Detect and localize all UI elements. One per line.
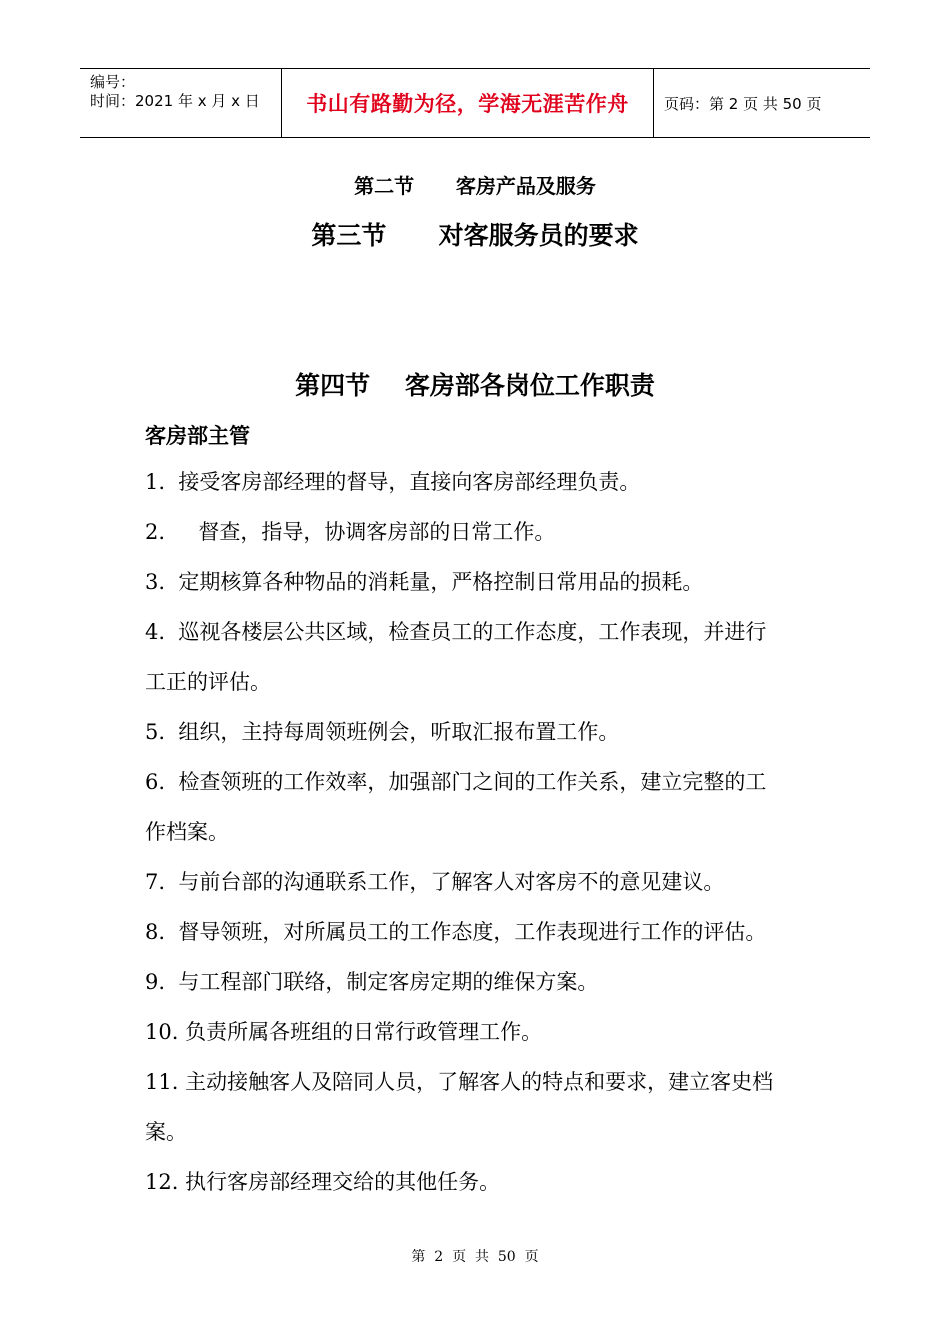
text-line: 10. 负责所属各班组的日常行政管理工作。	[145, 1020, 543, 1044]
page-footer: 第 2 页 共 50 页	[411, 1249, 539, 1265]
text-line: 6. 检查领班的工作效率，加强部门之间的工作关系，建立完整的工	[145, 770, 767, 794]
header-motto: 书山有路勤为径，学海无涯苦作舟	[282, 69, 654, 137]
text-line: 作档案。	[145, 820, 229, 844]
section-heading-3: 第三节 对客服务员的要求	[311, 221, 639, 250]
text-line: 9. 与工程部门联络，制定客房定期的维保方案。	[145, 970, 599, 994]
text-line: 2. 督查，指导，协调客房部的日常工作。	[145, 520, 556, 544]
text-line: 5. 组织，主持每周领班例会，听取汇报布置工作。	[145, 720, 620, 744]
duties-list	[145, 466, 810, 1216]
text-line: 12. 执行客房部经理交给的其他任务。	[145, 1170, 501, 1194]
text-line: 1. 接受客房部经理的督导，直接向客房部经理负责。	[145, 470, 641, 494]
header-meta	[80, 69, 282, 137]
header-time: 时间：2021 年 x 月 x 日	[90, 92, 260, 110]
header-page-info: 页码：第 2 页 共 50 页	[664, 94, 822, 113]
text-line: 案。	[145, 1120, 187, 1144]
text-line: 工正的评估。	[145, 670, 271, 694]
text-line: 8. 督导领班，对所属员工的工作态度，工作表现进行工作的评估。	[145, 920, 767, 944]
section-heading-2: 第二节 客房产品及服务	[354, 174, 596, 198]
page-header	[80, 68, 870, 138]
subheading: 客房部主管	[145, 424, 250, 448]
header-number: 编号：	[90, 73, 136, 91]
text-line: 3. 定期核算各种物品的消耗量，严格控制日常用品的损耗。	[145, 570, 704, 594]
section-heading-4: 第四节 客房部各岗位工作职责	[295, 371, 655, 400]
text-line: 11. 主动接触客人及陪同人员，了解客人的特点和要求，建立客史档	[145, 1070, 774, 1094]
text-line: 7. 与前台部的沟通联系工作，了解客人对客房不的意见建议。	[145, 870, 725, 894]
text-line: 4. 巡视各楼层公共区域，检查员工的工作态度，工作表现，并进行	[145, 620, 767, 644]
